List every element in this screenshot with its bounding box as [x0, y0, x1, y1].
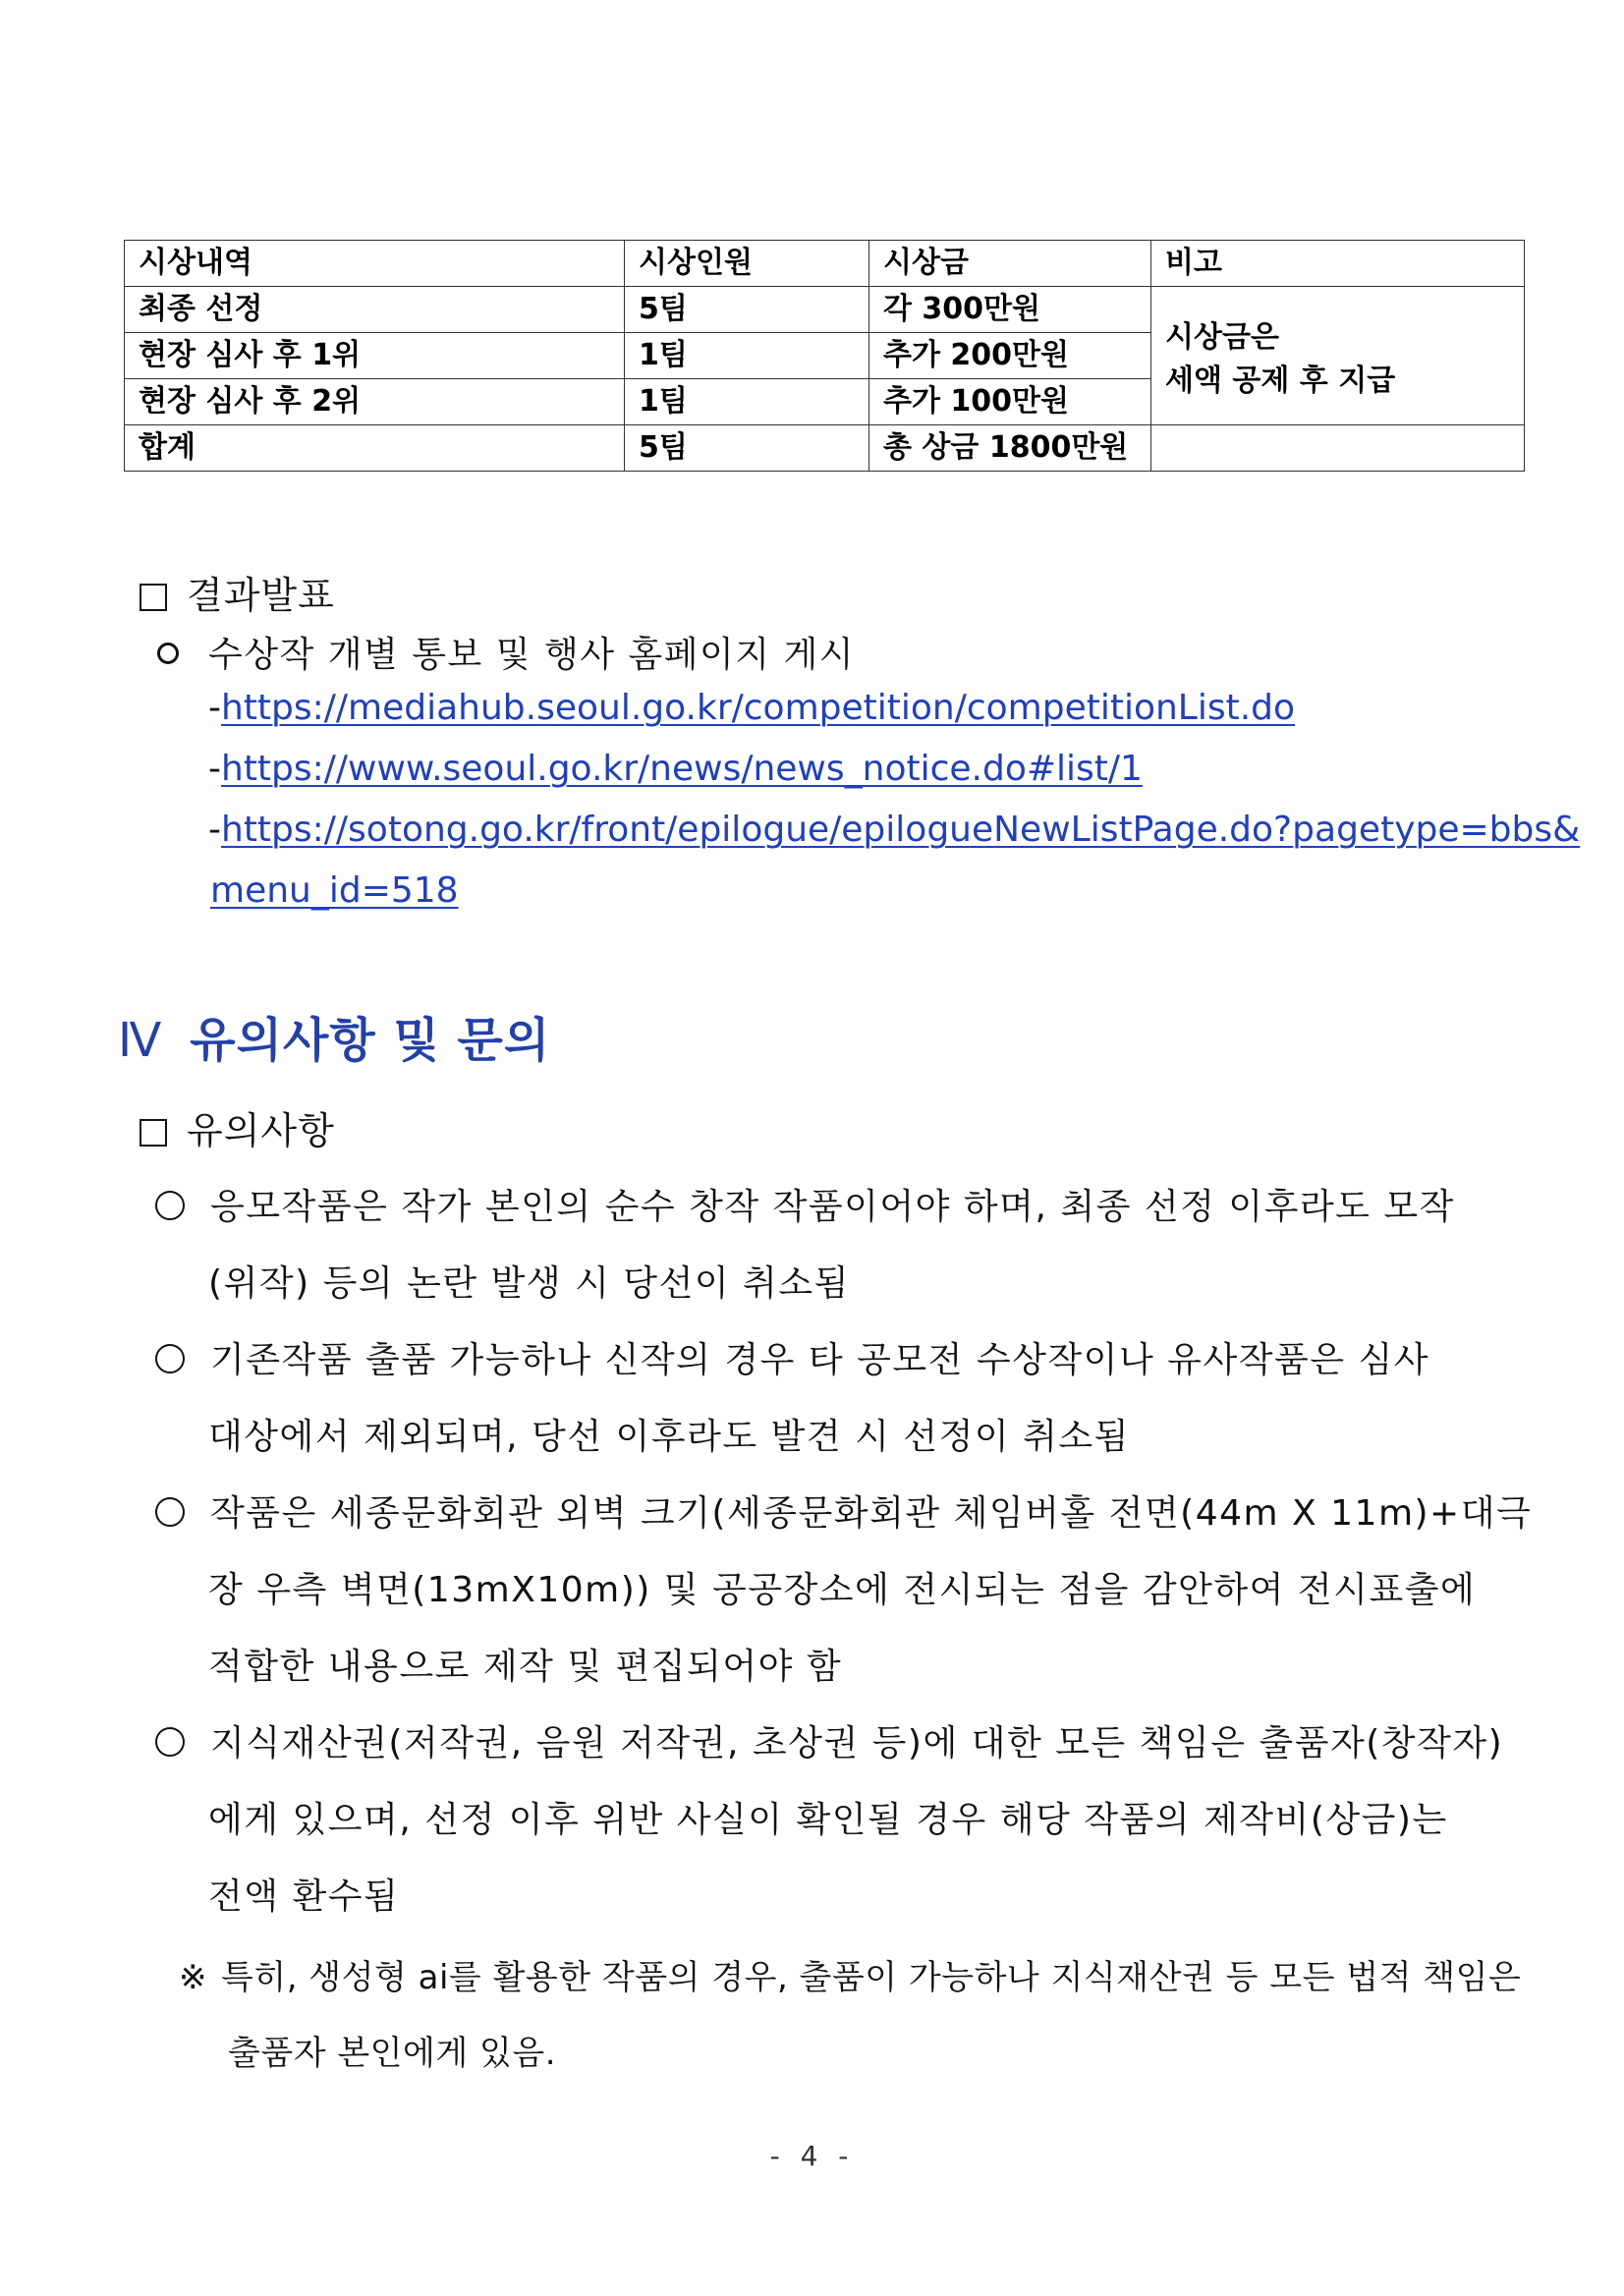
table-total-row: [125, 425, 1525, 472]
notice-item-cont: 적합한 내용으로 제작 및 편집되어야 함: [208, 1647, 843, 1687]
section-number: Ⅳ: [118, 1013, 163, 1068]
checkbox-icon: [140, 584, 167, 611]
table-header-cell: 비고: [1151, 241, 1525, 287]
total-count-cell: 5팀: [625, 425, 869, 472]
special-note-text: 특히, 생성형 ai를 활용한 작품의 경우, 출품이 가능하나 지식재산권 등 모든 법적 책임은: [221, 1958, 1522, 1997]
bullet-circle-icon: [157, 643, 179, 664]
award-amount-cell: 추가 200만원: [869, 333, 1151, 379]
notice-item-cont: 장 우측 벽면(13mX10m)) 및 공공장소에 전시되는 점을 감안하여 전시표출에: [208, 1570, 1477, 1610]
notice-item-cont: 대상에서 제외되며, 당선 이후라도 발견 시 선정이 취소됨: [208, 1417, 1130, 1457]
link-dash: -: [208, 749, 221, 789]
seoul-news-link[interactable]: https://www.seoul.go.kr/news/news_notice.do#list/1: [221, 749, 1143, 789]
page-number: - 4 -: [769, 2140, 855, 2172]
bullet-circle-icon: [155, 1727, 185, 1757]
table-row: [125, 287, 1525, 333]
total-label-cell: 합계: [125, 425, 625, 472]
link-line: [208, 810, 1580, 850]
bullet-circle-icon: [155, 1497, 185, 1527]
award-count-cell: 5팀: [625, 287, 869, 333]
table-header-cell: 시상인원: [625, 241, 869, 287]
link-dash: -: [208, 810, 221, 850]
results-bullet-text: 수상작 개별 통보 및 행사 홈페이지 게시: [208, 635, 856, 675]
sotong-link[interactable]: https://sotong.go.kr/front/epilogue/epilogueNewListPage.do?pagetype=bbs&: [221, 810, 1581, 850]
award-amount-cell: 각 300만원: [869, 287, 1151, 333]
table-header-cell: 시상금: [869, 241, 1151, 287]
notice-item-cont: (위작) 등의 논란 발생 시 당선이 취소됨: [208, 1263, 850, 1304]
mediahub-link[interactable]: https://mediahub.seoul.go.kr/competition/competitionList.do: [221, 688, 1296, 728]
section-title-text: 유의사항 및 문의: [190, 1013, 551, 1068]
notice-item: [155, 1179, 1455, 1229]
special-note: [179, 1950, 1521, 1998]
notice-item-text: 기존작품 출품 가능하나 신작의 경우 타 공모전 수상작이나 유사작품은 심사: [210, 1340, 1430, 1380]
results-heading: [140, 565, 335, 619]
total-remark-cell: [1151, 425, 1525, 472]
notice-item: [155, 1485, 1532, 1536]
total-amount-cell: 총 상금 1800만원: [869, 425, 1151, 472]
link-line: [208, 749, 1143, 789]
link-dash: -: [208, 688, 221, 728]
link-line: [208, 688, 1295, 728]
award-type-cell: 최종 선정: [125, 287, 625, 333]
notice-item: [155, 1715, 1503, 1765]
notice-item-text: 작품은 세종문화회관 외벽 크기(세종문화회관 체임버홀 전면(44m X 11m)+대극: [210, 1493, 1533, 1534]
notice-item-text: 지식재산권(저작권, 음원 저작권, 초상권 등)에 대한 모든 책임은 출품자(창작자): [210, 1723, 1504, 1764]
remark-cell: [1151, 287, 1525, 425]
bullet-circle-icon: [155, 1344, 185, 1373]
award-amount-cell: 추가 100만원: [869, 379, 1151, 425]
notice-item: [155, 1332, 1429, 1382]
award-count-cell: 1팀: [625, 379, 869, 425]
section-title: [118, 1002, 550, 1070]
award-type-cell: 현장 심사 후 2위: [125, 379, 625, 425]
award-count-cell: 1팀: [625, 333, 869, 379]
notes-heading: [140, 1100, 335, 1154]
notes-heading-text: 유의사항: [187, 1109, 335, 1152]
notice-item-cont: 에게 있으며, 선정 이후 위반 사실이 확인될 경우 해당 작품의 제작비(상금)는: [208, 1800, 1448, 1840]
remark-line: 세액 공제 후 지급: [1165, 364, 1396, 398]
notice-item-text: 응모작품은 작가 본인의 순수 창작 작품이어야 하며, 최종 선정 이후라도 모작: [210, 1187, 1455, 1227]
bullet-circle-icon: [155, 1191, 185, 1220]
remark-line: 시상금은: [1165, 320, 1279, 355]
notice-item-cont: 전액 환수됨: [208, 1876, 400, 1917]
checkbox-icon: [140, 1119, 167, 1147]
award-type-cell: 현장 심사 후 1위: [125, 333, 625, 379]
table-header-cell: 시상내역: [125, 241, 625, 287]
results-heading-text: 결과발표: [187, 574, 335, 617]
reference-mark-icon: ※: [179, 1958, 207, 1997]
link-line: [210, 870, 459, 911]
results-bullet: [157, 627, 855, 677]
table-header-row: [125, 241, 1525, 287]
special-note-cont: 출품자 본인에게 있음.: [228, 2034, 557, 2073]
sotong-link-continued[interactable]: menu_id=518: [210, 870, 459, 911]
prize-table: [124, 240, 1525, 472]
